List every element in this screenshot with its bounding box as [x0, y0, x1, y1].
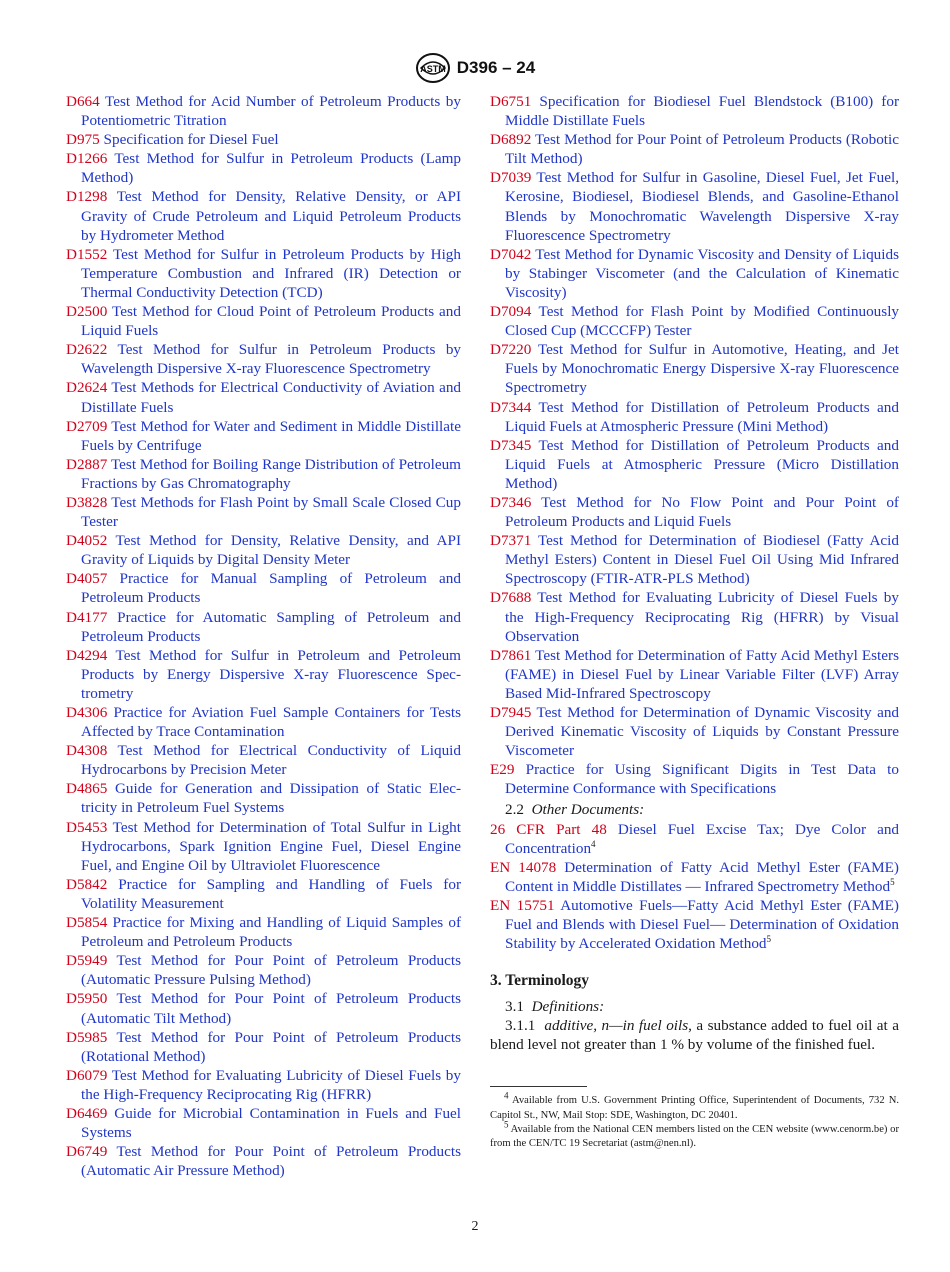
reference-item: [66, 531, 461, 569]
reference-item: [490, 531, 899, 588]
definition-number: 3.1.1: [505, 1017, 536, 1035]
reference-code-link[interactable]: D6892: [490, 131, 532, 149]
reference-title-link[interactable]: Test Method for Pour Point of Petroleum Products (Automatic Air Pressure Method): [81, 1143, 461, 1180]
reference-code-link[interactable]: D1298: [66, 188, 108, 206]
reference-item: [66, 951, 461, 989]
definitions-number: 3.1: [505, 998, 524, 1016]
reference-title-link[interactable]: Test Method for Sulfur in Automotive, Heating, and Jet Fuels by Monochromatic Energy Dispersive X-ray Fluorescence Spectrometry: [505, 341, 899, 397]
reference-code-link[interactable]: D7220: [490, 341, 532, 359]
right-reference-list: [490, 92, 899, 798]
reference-item: [490, 858, 899, 896]
reference-title-link[interactable]: Test Method for Distillation of Petroleum Products and Liquid Fuels at Atmospheric Pressure (Micro Distillation Method): [505, 436, 899, 492]
reference-title-link[interactable]: Guide for Microbial Contamination in Fuels and Fuel Systems: [81, 1104, 462, 1142]
definition-additive: [490, 1016, 899, 1054]
reference-code-link[interactable]: D4052: [66, 532, 108, 550]
reference-title-link[interactable]: Test Method for Determination of Biodiesel (Fatty Acid Methyl Esters) Content in Diesel Fuel Oil Using Mid Infrared Spectroscopy (FTIR-ATR-PLS Method): [505, 532, 899, 588]
reference-item: [66, 608, 461, 646]
reference-title-link[interactable]: Automotive Fuels—Fatty Acid Methyl Ester (FAME) Fuel and Blends with Diesel Fuel— Determination of Oxidation Stability by Accelerated Oxidation Method: [505, 897, 899, 953]
reference-title-link[interactable]: Practice for Manual Sampling of Petroleum and Petroleum Products: [81, 570, 461, 607]
footnote-text: Available from U.S. Government Printing Office, Superintendent of Documents, 732 N. Capitol St., NW, Mail Stop: SDE, Washington, DC 20401.: [490, 1095, 899, 1121]
reference-item: [66, 779, 461, 817]
reference-item: [490, 340, 899, 397]
footnote-number: 4: [504, 1090, 509, 1101]
right-column: [490, 92, 899, 1151]
reference-item: [66, 703, 461, 741]
reference-item: [66, 455, 461, 493]
reference-item: [490, 896, 899, 953]
other-reference-list: [490, 820, 899, 954]
reference-code-link[interactable]: D4057: [66, 570, 108, 588]
reference-title-link[interactable]: Test Method for Sulfur in Petroleum Products by Wavelength Dispersive X-ray Fluorescence Spectrometry: [81, 341, 462, 378]
footnote-marker: 4: [591, 838, 596, 849]
reference-item: [66, 302, 461, 340]
footnote-text: Available from the National CEN members listed on the CEN website (www.cenorm.be) or from the CEN/TC 19 Secretariat (astm@nen.nl).: [490, 1123, 899, 1149]
footnote-number: 5: [504, 1119, 509, 1130]
reference-code-link[interactable]: D2709: [66, 417, 108, 435]
reference-code-link[interactable]: D4865: [66, 780, 108, 798]
reference-title-link[interactable]: Test Method for Sulfur in Petroleum Products (Lamp Method): [81, 150, 461, 187]
reference-code-link[interactable]: D7094: [490, 303, 532, 321]
reference-item: [66, 989, 461, 1027]
reference-item: [490, 820, 899, 858]
reference-item: [66, 569, 461, 607]
reference-code-link[interactable]: D6469: [66, 1104, 108, 1122]
reference-code-link[interactable]: D975: [66, 131, 100, 149]
reference-code-link[interactable]: D6079: [66, 1066, 108, 1084]
page-header: [0, 52, 950, 84]
reference-title-link[interactable]: Test Method for Pour Point of Petroleum Products (Automatic Tilt Method): [81, 990, 461, 1027]
reference-title-link[interactable]: Test Method for Acid Number of Petroleum Products by Potentiometric Titration: [81, 93, 461, 130]
definitions-subheading: [490, 997, 899, 1016]
reference-item: [66, 493, 461, 531]
reference-code-link[interactable]: D2887: [66, 455, 108, 473]
reference-item: [66, 1028, 461, 1066]
reference-title-link[interactable]: Practice for Mixing and Handling of Liquid Samples of Petroleum and Petroleum Products: [81, 914, 462, 951]
reference-code-link[interactable]: D4306: [66, 704, 108, 721]
reference-item: [490, 302, 899, 340]
reference-item: [66, 340, 461, 378]
reference-title-link[interactable]: Test Method for Determination of Total Sulfur in Light Hydrocarbons, Spark Ignition Engine Fuel, Diesel Engine Fuel, and Engine Oil by Ultraviolet Fluorescence: [81, 818, 461, 874]
reference-code-link[interactable]: D7042: [490, 245, 532, 263]
reference-title-link[interactable]: Guide for Generation and Dissipation of Static Electricity in Petroleum Fuel Systems: [81, 780, 461, 817]
reference-code-link[interactable]: D4177: [66, 608, 108, 626]
reference-title-link[interactable]: Test Method for Pour Point of Petroleum Products (Automatic Pressure Pulsing Method): [81, 952, 461, 989]
reference-title-link[interactable]: Test Method for Sulfur in Petroleum Products by High Temperature Combustion and Infrared (IR) Detection or Thermal Conductivity Detection (TCD): [81, 245, 461, 301]
astm-logo-icon: [415, 52, 451, 84]
reference-code-link[interactable]: D2624: [66, 379, 108, 397]
reference-code-link[interactable]: D5949: [66, 952, 108, 970]
reference-item: [66, 417, 461, 455]
reference-code-link[interactable]: EN 14078: [490, 858, 557, 876]
reference-title-link[interactable]: Practice for Automatic Sampling of Petroleum and Petroleum Products: [81, 608, 461, 645]
reference-item: [66, 818, 461, 875]
reference-code-link[interactable]: D7346: [490, 493, 532, 511]
reference-item: [490, 703, 899, 760]
reference-title-link[interactable]: Test Method for No Flow Point and Pour Point of Petroleum Products and Liquid Fuels: [505, 493, 899, 531]
reference-title-link[interactable]: Test Method for Pour Point of Petroleum Products (Rotational Method): [81, 1028, 461, 1065]
document-id: D396 – 24: [456, 58, 536, 77]
reference-item: [66, 646, 461, 703]
reference-code-link[interactable]: D2622: [66, 341, 108, 359]
footnote-item: [490, 1119, 899, 1151]
svg-text:ASTM: ASTM: [420, 64, 446, 74]
reference-item: [66, 741, 461, 779]
reference-title-link[interactable]: Specification for Diesel Fuel: [103, 131, 279, 149]
reference-code-link[interactable]: D1552: [66, 245, 108, 263]
reference-title-link[interactable]: Diesel Fuel Excise Tax; Dye Color and Concentration: [505, 820, 900, 857]
reference-item: [490, 398, 899, 436]
reference-item: [490, 588, 899, 645]
reference-title-link[interactable]: Test Method for Dynamic Viscosity and Density of Liquids by Stabinger Viscometer (and the Calculation of Kinematic Viscosity): [505, 245, 899, 301]
reference-title-link[interactable]: Test Method for Density, Relative Density, and API Gravity of Liquids by Digital Density Meter: [81, 532, 461, 569]
reference-code-link[interactable]: D6751: [490, 93, 532, 110]
reference-title-link[interactable]: Test Method for Cloud Point of Petroleum Products and Liquid Fuels: [81, 303, 461, 340]
reference-code-link[interactable]: E29: [490, 761, 515, 779]
footnote-marker: 5: [890, 876, 895, 887]
reference-code-link[interactable]: D7371: [490, 532, 532, 550]
reference-code-link[interactable]: D5950: [66, 990, 108, 1008]
reference-item: [66, 245, 461, 302]
reference-title-link[interactable]: Test Method for Evaluating Lubricity of Diesel Fuels by the High-Frequency Reciprocating Rig (HFRR) by Visual Observation: [505, 589, 899, 645]
reference-title-link[interactable]: Test Method for Flash Point by Modified Continuously Closed Cup (MCCCFP) Tester: [505, 303, 900, 340]
footnote-marker: 5: [766, 934, 772, 945]
footnote-item: [490, 1090, 899, 1122]
reference-code-link[interactable]: D7039: [490, 169, 532, 187]
reference-code-link[interactable]: D5842: [66, 875, 108, 893]
footnote-divider: [490, 1086, 587, 1087]
reference-item: [66, 1066, 461, 1104]
reference-title-link[interactable]: Practice for Aviation Fuel Sample Containers for Tests Affected by Trace Contamination: [81, 704, 461, 741]
reference-item: [490, 760, 899, 798]
reference-item: [66, 149, 461, 187]
reference-title-link[interactable]: Test Method for Density, Relative Density, or API Gravity of Crude Petroleum and Liquid Petroleum Products by Hydrometer Method: [81, 188, 461, 244]
reference-title-link[interactable]: Test Methods for Electrical Conductivity of Aviation and Distillate Fuels: [81, 379, 462, 416]
definition-text: , a substance added to fuel oil at a blend level not greater than 1 % by volume of the finished fuel.: [490, 1017, 899, 1054]
reference-code-link[interactable]: EN 15751: [490, 897, 555, 915]
reference-title-link[interactable]: Test Method for Pour Point of Petroleum Products (Robotic Tilt Method): [505, 131, 899, 168]
reference-code-link[interactable]: D3828: [66, 493, 108, 511]
reference-code-link[interactable]: D7861: [490, 646, 532, 664]
reference-code-link[interactable]: D5453: [66, 818, 108, 836]
reference-code-link[interactable]: D7688: [490, 589, 532, 607]
reference-item: [66, 875, 461, 913]
reference-item: [66, 92, 461, 130]
reference-item: [66, 187, 461, 244]
other-documents-heading: [490, 800, 899, 819]
reference-title-link[interactable]: Test Method for Sulfur in Petroleum and Petroleum Products by Energy Dispersive X-ray Fluorescence Spectrometry: [81, 646, 461, 702]
reference-code-link[interactable]: D5985: [66, 1028, 108, 1046]
reference-item: [490, 168, 899, 244]
reference-item: [66, 913, 461, 951]
reference-code-link[interactable]: D4308: [66, 742, 108, 760]
reference-item: [490, 436, 899, 493]
reference-title-link[interactable]: Specification for Biodiesel Fuel Blendstock (B100) for Middle Distillate Fuels: [505, 93, 900, 130]
left-column: [66, 92, 461, 1180]
reference-title-link[interactable]: Practice for Using Significant Digits in Test Data to Determine Conformance with Specifications: [505, 761, 899, 798]
reference-item: [490, 646, 899, 703]
reference-title-link[interactable]: Test Method for Determination of Dynamic Viscosity and Derived Kinematic Viscosity of Liquids by Constant Pressure Viscometer: [505, 704, 900, 760]
reference-item: [490, 493, 899, 531]
reference-title-link[interactable]: Test Methods for Flash Point by Small Scale Closed Cup Tester: [81, 493, 461, 531]
reference-item: [66, 130, 461, 149]
reference-code-link[interactable]: D5854: [66, 914, 108, 932]
reference-title-link[interactable]: Test Method for Evaluating Lubricity of Diesel Fuels by the High-Frequency Reciprocating Rig (HFRR): [81, 1066, 461, 1103]
reference-item: [490, 130, 899, 168]
reference-title-link[interactable]: Test Method for Distillation of Petroleum Products and Liquid Fuels at Atmospheric Pressure (Mini Method): [505, 398, 899, 435]
definitions-label: Definitions:: [531, 998, 605, 1016]
reference-title-link[interactable]: Test Method for Sulfur in Gasoline, Diesel Fuel, Jet Fuel, Kerosine, Biodiesel, Biodiesel Blends, and Gasoline-Ethanol Blends by Monochromatic Wavelength Dispersive X-ray Fluorescence Spectrometry: [505, 169, 899, 244]
other-documents-label: Other Documents:: [531, 801, 645, 819]
footnotes: [490, 1090, 899, 1151]
reference-item: [66, 1142, 461, 1180]
reference-item: [66, 378, 461, 416]
reference-code-link[interactable]: D7344: [490, 398, 532, 416]
reference-code-link[interactable]: D1266: [66, 150, 108, 168]
reference-item: [490, 245, 899, 302]
reference-item: [66, 1104, 461, 1142]
page-number: 2: [471, 1219, 479, 1234]
other-documents-number: 2.2: [505, 801, 524, 819]
reference-code-link[interactable]: D2500: [66, 303, 108, 321]
reference-title-link[interactable]: Test Method for Boiling Range Distribution of Petroleum Fractions by Gas Chromatography: [81, 455, 461, 492]
reference-title-link[interactable]: Test Method for Water and Sediment in Middle Distillate Fuels by Centrifuge: [81, 417, 461, 454]
reference-code-link[interactable]: 26 CFR Part 48: [490, 820, 607, 838]
reference-title-link[interactable]: Determination of Fatty Acid Methyl Ester (FAME) Content in Middle Distillates — Infrared Spectrometry Method: [505, 858, 899, 895]
definition-term: additive, n—in fuel oils: [544, 1017, 689, 1035]
reference-code-link[interactable]: D4294: [66, 646, 108, 664]
reference-title-link[interactable]: Test Method for Electrical Conductivity of Liquid Hydrocarbons by Precision Meter: [81, 742, 461, 779]
reference-code-link[interactable]: D6749: [66, 1143, 108, 1161]
reference-code-link[interactable]: D664: [66, 93, 100, 110]
reference-title-link[interactable]: Test Method for Determination of Fatty Acid Methyl Esters (FAME) in Diesel Fuel by Linear Variable Filter (LVF) Array Based Mid-Infrared Spectroscopy: [505, 646, 899, 702]
reference-code-link[interactable]: D7945: [490, 704, 532, 721]
reference-code-link[interactable]: D7345: [490, 436, 532, 454]
reference-item: [490, 92, 899, 130]
reference-title-link[interactable]: Practice for Sampling and Handling of Fuels for Volatility Measurement: [81, 875, 462, 912]
terminology-title: 3. Terminology: [490, 972, 590, 990]
